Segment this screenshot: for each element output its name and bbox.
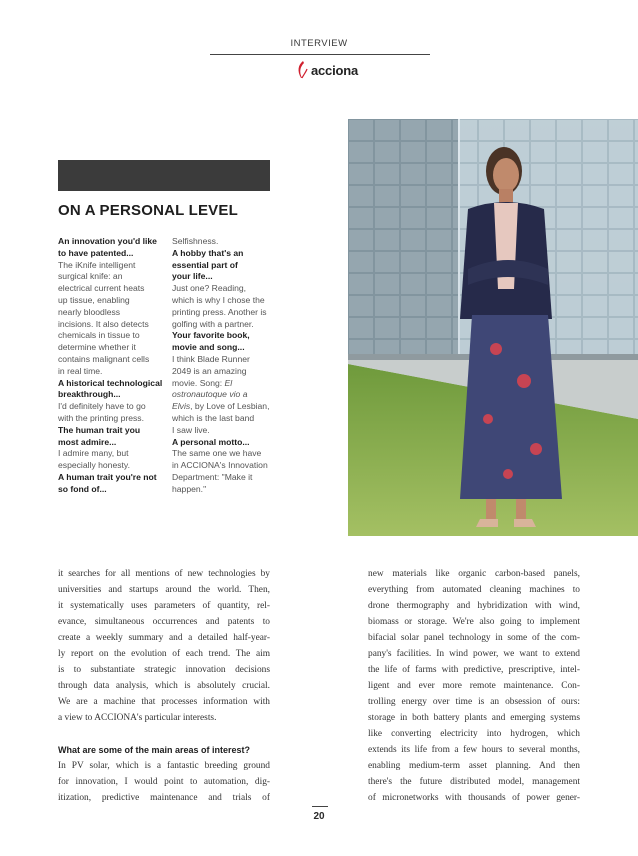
qa-question-line	[58, 236, 166, 248]
qa-line-text: which is the last band	[172, 412, 255, 423]
body-line: pany's facilities. In wind power, we want to extend	[368, 649, 580, 659]
qa-question-line	[172, 342, 280, 354]
subhead: What are some of the main areas of interest?	[58, 745, 251, 755]
qa-line-text: A human trait you're not	[58, 471, 157, 482]
qa-line-text: A personal motto...	[172, 436, 250, 447]
qa-line-text: especially honesty.	[58, 460, 130, 471]
qa-column-left	[58, 236, 166, 496]
qa-answer-line	[172, 425, 280, 437]
qa-answer-line	[58, 342, 166, 354]
qa-question-line	[58, 437, 166, 449]
body-line: We are a machine that processes information with	[58, 697, 270, 707]
qa-line-text: A hobby that's an	[172, 247, 244, 258]
qa-answer-line	[172, 401, 280, 413]
qa-line-text: in ACCIONA's Innovation	[172, 460, 268, 471]
qa-answer-line	[58, 330, 166, 342]
qa-answer-line	[172, 307, 280, 319]
qa-question-line	[58, 425, 166, 437]
logo-wordmark: acciona	[311, 62, 359, 78]
body-left-text	[58, 566, 270, 726]
qa-line-text: The iKnife intelligent	[58, 259, 136, 270]
body-line: ligent and ever more remote maintenance. Con-	[368, 681, 580, 691]
qa-line-text: contains malignant cells	[58, 353, 150, 364]
body-line: In PV solar, which is a fantastic breeding ground	[58, 761, 270, 771]
photo-illustration	[348, 119, 638, 536]
body-line: for innovation, I would point to automation, dig-	[58, 777, 270, 787]
qa-line-text: 2049 is an amazing	[172, 365, 247, 376]
qa-line-text: with the printing press.	[58, 412, 144, 423]
qa-line-italic: El	[224, 377, 233, 388]
qa-question-line	[172, 330, 280, 342]
qa-answer-line	[58, 295, 166, 307]
qa-answer-line	[172, 460, 280, 472]
qa-question-line	[58, 378, 166, 390]
body-line: ly report on the evolution of each trend. The aim	[58, 649, 270, 659]
body-left-text-2	[58, 758, 270, 806]
qa-line-text: which is why I chose the	[172, 294, 265, 305]
qa-question-line	[58, 484, 166, 496]
body-line: biomass or storage. We're also going to implement	[368, 617, 580, 627]
body-line: drone thermography and hybridization with wind,	[368, 601, 580, 611]
body-line: universities and startups around the world. Then,	[58, 585, 270, 595]
qa-answer-line	[172, 283, 280, 295]
body-line: create a weekly summary and a detailed half-year-	[58, 633, 270, 643]
body-line: extends its life from a few hours to several months,	[368, 745, 580, 755]
qa-line-text: A historical technological	[58, 377, 163, 388]
qa-answer-line	[172, 378, 280, 390]
qa-line-text: up tissue, enabling	[58, 294, 130, 305]
qa-answer-line	[172, 484, 280, 496]
qa-answer-line	[58, 354, 166, 366]
qa-answer-line	[58, 283, 166, 295]
acciona-logo	[296, 58, 358, 82]
qa-answer-line	[172, 366, 280, 378]
qa-line-text: chemicals in tissue to	[58, 330, 140, 341]
page-number-rule	[312, 806, 328, 807]
qa-line-text: golfing with a partner.	[172, 318, 254, 329]
qa-line-text: Department: "Make it	[172, 471, 253, 482]
paragraph-gap	[58, 726, 270, 742]
qa-line-text: I think Blade Runner	[172, 353, 250, 364]
qa-answer-line	[58, 319, 166, 331]
qa-line-text: Selfishness.	[172, 236, 219, 246]
body-line: bifacial solar panel technology in some of the com-	[368, 633, 580, 643]
qa-line-text: I'd definitely have to go	[58, 401, 146, 412]
qa-answer-line	[58, 271, 166, 283]
qa-line-text: incisions. It also detects	[58, 318, 149, 329]
qa-answer-line	[58, 413, 166, 425]
qa-answer-line	[58, 307, 166, 319]
qa-line-text: nearly bloodless	[58, 306, 121, 317]
qa-line-text: printing press. Another is	[172, 306, 267, 317]
body-line: enabling medium-term asset planning. And then	[368, 761, 580, 771]
qa-line-rest: , by Love of Lesbian,	[190, 401, 270, 412]
qa-line-text: electrical current heats	[58, 283, 145, 294]
page-number: 20	[313, 811, 325, 822]
body-line: through data analysis, which is absolutely crucial.	[58, 681, 270, 691]
qa-line-text: your life...	[172, 271, 213, 282]
qa-line-text: ostronautoque vio a	[172, 389, 248, 400]
body-line: it systematically uses parameters of quantity, rel-	[58, 601, 270, 611]
body-line: of micronetworks with thousands of power gener-	[368, 793, 580, 803]
qa-line-text: so fond of...	[58, 483, 107, 494]
qa-question-line	[172, 271, 280, 283]
body-line: everything from automated cleaning machines to	[368, 585, 580, 595]
body-line: the life of farms with predictive, prescriptive, intel-	[368, 665, 580, 675]
qa-line-text: movie. Song:	[172, 377, 225, 388]
header-rule	[210, 54, 430, 55]
qa-answer-line	[172, 354, 280, 366]
qa-answer-line	[172, 236, 280, 248]
body-line: storage in both battery plants and emerging systems	[368, 713, 580, 723]
qa-answer-line	[58, 460, 166, 472]
qa-line-text: Your favorite book,	[172, 330, 250, 341]
qa-answer-line	[58, 401, 166, 413]
qa-answer-line	[172, 389, 280, 401]
dark-banner	[58, 160, 270, 191]
box-title: ON A PERSONAL LEVEL	[58, 202, 238, 219]
qa-question-line	[58, 248, 166, 260]
body-line: is to substantiate strategic innovation decisions	[58, 665, 270, 675]
qa-question-line	[58, 472, 166, 484]
qa-line-text: most admire...	[58, 436, 117, 447]
body-line: evance, simultaneous occurrences and patents to	[58, 617, 270, 627]
body-line: there's the future distributed model, management	[368, 777, 580, 787]
qa-line-text: Just one? Reading,	[172, 283, 247, 294]
qa-column-right	[172, 236, 280, 496]
qa-line-text: to have patented...	[58, 247, 134, 258]
acciona-leaf-icon	[296, 60, 308, 80]
body-line: it searches for all mentions of new technologies by	[58, 569, 270, 579]
qa-line-text: The human trait you	[58, 424, 141, 435]
qa-answer-line	[58, 366, 166, 378]
qa-line-text: I admire many, but	[58, 448, 129, 459]
body-line: itization, predictive maintenance and trials of	[58, 793, 270, 803]
interviewee-photo	[348, 119, 638, 536]
qa-answer-line	[172, 413, 280, 425]
body-column-right	[368, 566, 580, 806]
qa-line-text: An innovation you'd like	[58, 236, 157, 246]
qa-line-text: breakthrough...	[58, 389, 121, 400]
qa-question-line	[172, 260, 280, 272]
body-line: new materials like organic carbon-based panels,	[368, 569, 580, 579]
qa-line-text: Elvis	[172, 401, 191, 412]
qa-answer-line	[172, 472, 280, 484]
body-line: like converting electricity into hydrogen, which	[368, 729, 580, 739]
qa-question-line	[58, 389, 166, 401]
qa-answer-line	[58, 448, 166, 460]
qa-answer-line	[172, 448, 280, 460]
qa-line-text: in real time.	[58, 365, 103, 376]
body-line: a view to ACCIONA's particular interests.	[58, 713, 217, 723]
qa-line-text: I saw live.	[172, 424, 210, 435]
qa-question-line	[172, 248, 280, 260]
qa-answer-line	[58, 260, 166, 272]
qa-line-text: The same one we have	[172, 448, 262, 459]
qa-answer-line	[172, 295, 280, 307]
qa-line-text: essential part of	[172, 259, 238, 270]
body-line: trolling energy over time is an obsession of ours:	[368, 697, 580, 707]
section-label: INTERVIEW	[290, 38, 348, 49]
qa-question-line	[172, 437, 280, 449]
body-column-left	[58, 566, 270, 806]
qa-line-text: movie and song...	[172, 342, 245, 353]
qa-answer-line	[172, 319, 280, 331]
qa-line-text: determine whether it	[58, 342, 136, 353]
qa-line-text: surgical knife: an	[58, 271, 123, 282]
qa-line-text: happen."	[172, 483, 207, 494]
